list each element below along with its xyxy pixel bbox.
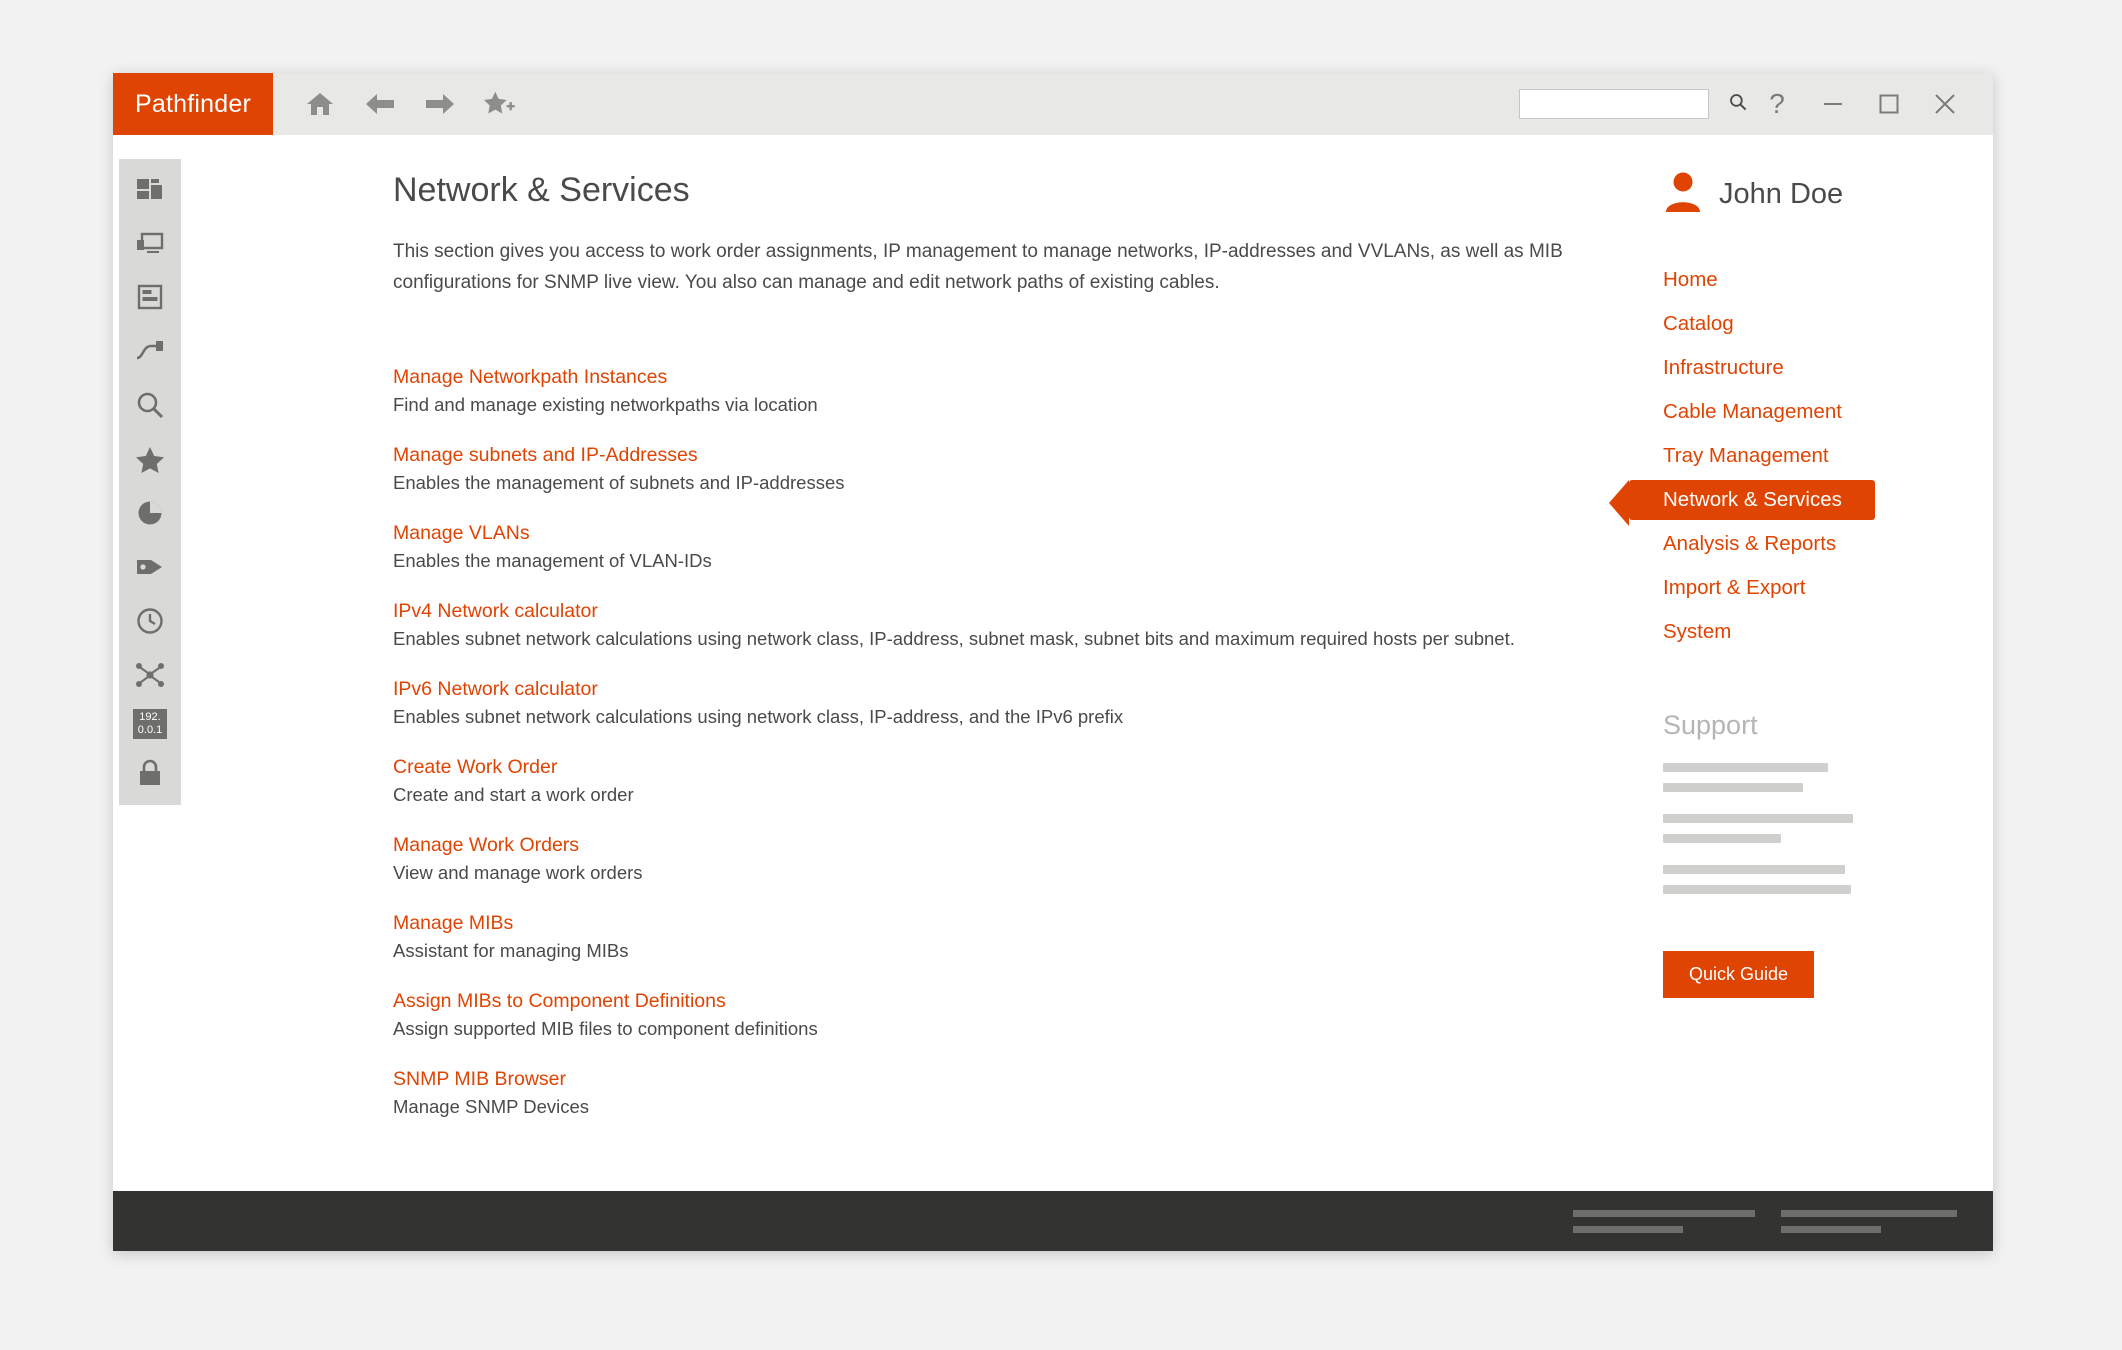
forward-arrow-icon[interactable]	[423, 87, 457, 121]
list-item	[393, 678, 1663, 728]
page-description: This section gives you access to work order assignments, IP management to manage networks, IP-addresses and VVLANs, as well as MIB configurations for SNMP live view. You also can manage and edit network paths of existing cables.	[393, 241, 1563, 293]
window-body	[113, 135, 1993, 1191]
link-manage-work-orders[interactable]: Manage Work Orders	[393, 834, 580, 856]
placeholder-bar	[1663, 814, 1853, 823]
lock-icon[interactable]	[128, 753, 172, 793]
placeholder-bar	[1663, 885, 1851, 894]
nav-item-catalog[interactable]: Catalog	[1663, 312, 1734, 335]
back-arrow-icon[interactable]	[363, 87, 397, 121]
help-button[interactable]: ?	[1769, 88, 1785, 119]
nav-item-tray-management[interactable]: Tray Management	[1663, 444, 1829, 467]
nav-item-network-and-services[interactable]: Network & Services	[1629, 480, 1875, 520]
placeholder-bar	[1663, 865, 1845, 874]
application-window	[113, 73, 1993, 1251]
link-assign-mibs-to-component-definitions[interactable]: Assign MIBs to Component Definitions	[393, 990, 726, 1012]
nav-item-analysis-and-reports[interactable]: Analysis & Reports	[1663, 532, 1837, 555]
link-description: Manage SNMP Devices	[393, 1096, 590, 1117]
placeholder-bar	[1663, 834, 1781, 843]
list-item	[393, 600, 1663, 650]
placeholder-bar	[1663, 763, 1828, 772]
footer-bar	[113, 1191, 1993, 1251]
link-description: Enables the management of subnets and IP-addresses	[393, 472, 845, 493]
link-create-work-order[interactable]: Create Work Order	[393, 756, 558, 778]
page-title: Network & Services	[393, 171, 690, 209]
component-icon[interactable]	[128, 169, 172, 209]
list-item	[393, 366, 1663, 416]
main-content	[181, 135, 1663, 1191]
placeholder-bar	[1573, 1226, 1683, 1233]
link-description: Enables subnet network calculations using network class, IP-address, subnet mask, subnet bits and maximum required hosts per subnet.	[393, 628, 1515, 649]
link-ipv4-network-calculator[interactable]: IPv4 Network calculator	[393, 600, 598, 622]
link-description: Enables subnet network calculations using network class, IP-address, and the IPv6 prefix	[393, 706, 1124, 727]
list-item	[393, 444, 1663, 494]
nav-item-system[interactable]: System	[1663, 620, 1732, 643]
monitor-icon[interactable]	[128, 223, 172, 263]
close-button[interactable]	[1917, 79, 1973, 129]
nav-item-import-and-export[interactable]: Import & Export	[1663, 576, 1806, 599]
tag-icon[interactable]	[128, 547, 172, 587]
icon-rail	[113, 135, 181, 1191]
footer-placeholder-block-2	[1781, 1210, 1957, 1233]
star-icon[interactable]	[128, 439, 172, 479]
list-item	[393, 522, 1663, 572]
home-icon[interactable]	[303, 87, 337, 121]
user-name: John Doe	[1719, 178, 1844, 210]
support-placeholder-block-1	[1663, 763, 1953, 792]
titlebar-right-controls	[1519, 79, 1993, 129]
placeholder-bar	[1573, 1210, 1755, 1217]
placeholder-bar	[1781, 1226, 1881, 1233]
rack-icon[interactable]	[128, 277, 172, 317]
placeholder-bar	[1781, 1210, 1957, 1217]
search-input[interactable]	[1526, 95, 1729, 114]
link-description: Find and manage existing networkpaths via location	[393, 394, 818, 415]
nav-item-cable-management[interactable]: Cable Management	[1663, 400, 1842, 423]
list-item	[393, 912, 1663, 962]
support-placeholder-block-3	[1663, 865, 1953, 894]
link-snmp-mib-browser[interactable]: SNMP MIB Browser	[393, 1068, 567, 1090]
avatar	[1663, 171, 1703, 218]
support-heading: Support	[1663, 710, 1758, 740]
search-box[interactable]	[1519, 89, 1709, 119]
list-item	[393, 834, 1663, 884]
link-manage-subnets-and-ip-addresses[interactable]: Manage subnets and IP-Addresses	[393, 444, 698, 466]
right-panel	[1663, 135, 1993, 1191]
ip-address-icon[interactable]	[133, 709, 167, 739]
search-icon[interactable]	[128, 385, 172, 425]
titlebar-navigation	[303, 87, 517, 121]
quick-guide-button[interactable]: Quick Guide	[1663, 951, 1814, 998]
list-item	[393, 990, 1663, 1040]
clock-icon[interactable]	[128, 601, 172, 641]
ip-badge-line1: 192.	[139, 711, 161, 723]
list-item	[393, 756, 1663, 806]
ip-badge-line2: 0.0.1	[137, 724, 163, 736]
title-bar	[113, 73, 1993, 135]
link-manage-mibs[interactable]: Manage MIBs	[393, 912, 514, 934]
link-description: Assistant for managing MIBs	[393, 940, 629, 961]
link-description: Assign supported MIB files to component definitions	[393, 1018, 818, 1039]
nav-item-infrastructure[interactable]: Infrastructure	[1663, 356, 1784, 379]
link-description: Create and start a work order	[393, 784, 634, 805]
link-ipv6-network-calculator[interactable]: IPv6 Network calculator	[393, 678, 598, 700]
link-description: Enables the management of VLAN-IDs	[393, 550, 712, 571]
network-nodes-icon[interactable]	[128, 655, 172, 695]
app-brand-label: Pathfinder	[113, 73, 273, 135]
minimize-button[interactable]	[1805, 79, 1861, 129]
maximize-button[interactable]	[1861, 79, 1917, 129]
cable-icon[interactable]	[128, 331, 172, 371]
footer-placeholder-block-1	[1573, 1210, 1755, 1233]
nav-item-home[interactable]: Home	[1663, 268, 1718, 291]
link-description: View and manage work orders	[393, 862, 643, 883]
pie-chart-icon[interactable]	[128, 493, 172, 533]
link-manage-vlans[interactable]: Manage VLANs	[393, 522, 530, 544]
list-item	[393, 1068, 1663, 1118]
support-placeholder-block-2	[1663, 814, 1953, 843]
user-row[interactable]	[1663, 171, 1953, 218]
link-manage-networkpath-instances[interactable]: Manage Networkpath Instances	[393, 366, 668, 388]
add-favorite-icon[interactable]	[483, 87, 517, 121]
action-link-list	[393, 366, 1663, 1118]
search-icon[interactable]	[1729, 93, 1747, 116]
main-navigation	[1663, 260, 1953, 652]
placeholder-bar	[1663, 783, 1803, 792]
